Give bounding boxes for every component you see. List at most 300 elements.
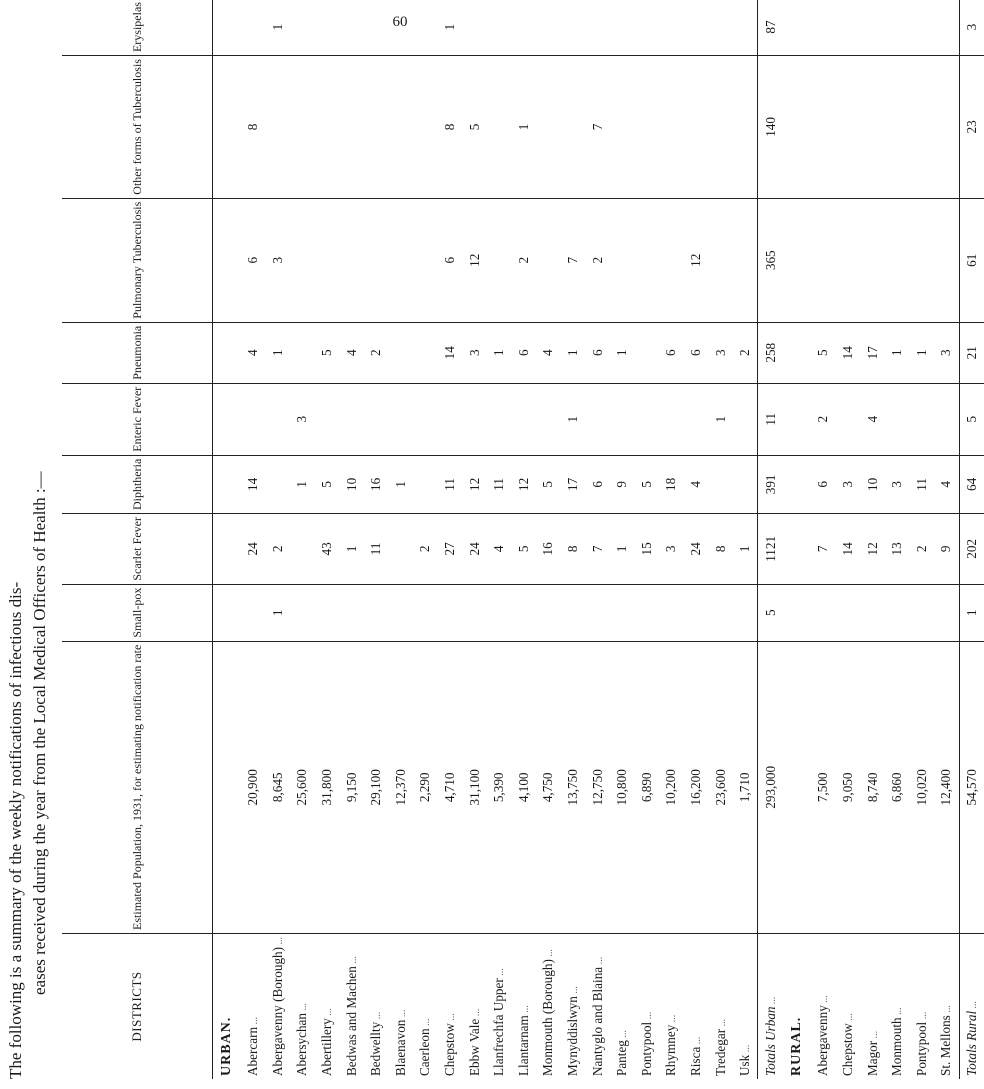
- table-cell: 5,390: [487, 641, 512, 933]
- district-name: Tredegar ...: [708, 933, 733, 1079]
- table-cell: 1: [512, 56, 537, 199]
- table-cell: [909, 383, 934, 455]
- table-cell: 14: [438, 322, 463, 383]
- table-cell: [860, 0, 885, 56]
- table-cell: [635, 383, 660, 455]
- table-cell: [241, 584, 266, 641]
- table-cell: [659, 198, 684, 322]
- table-cell: [536, 383, 561, 455]
- table-row: [339, 0, 364, 1079]
- table-row: [610, 0, 635, 1079]
- table-cell: 1: [266, 322, 291, 383]
- table-cell: 10,020: [909, 641, 934, 933]
- table-cell: 6: [684, 322, 709, 383]
- table-cell: 16,200: [684, 641, 709, 933]
- table-row: [536, 0, 561, 1079]
- empty-cell: [213, 56, 242, 199]
- table-row: [389, 0, 414, 1079]
- table-cell: 25,600: [290, 641, 315, 933]
- table-cell: [836, 0, 861, 56]
- table-cell: 17: [561, 455, 586, 513]
- district-name: Bedwellty ...: [364, 933, 389, 1079]
- table-cell: [708, 455, 733, 513]
- table-cell: 4: [241, 322, 266, 383]
- table-row: [315, 0, 340, 1079]
- header-row: [62, 0, 213, 1079]
- table-cell: 11: [487, 455, 512, 513]
- table-cell: 365: [758, 198, 783, 322]
- table-cell: [733, 455, 758, 513]
- table-cell: [836, 198, 861, 322]
- table-cell: 20,900: [241, 641, 266, 933]
- table-cell: [708, 0, 733, 56]
- table-cell: 6,890: [635, 641, 660, 933]
- table-row: [561, 0, 586, 1079]
- table-cell: [487, 198, 512, 322]
- table-row: [585, 0, 610, 1079]
- table-cell: 3: [462, 322, 487, 383]
- district-name: Abergavenny ...: [811, 933, 836, 1079]
- table-cell: 2: [733, 322, 758, 383]
- table-cell: [290, 584, 315, 641]
- district-name: Magor ...: [860, 933, 885, 1079]
- table-cell: [934, 198, 959, 322]
- table-cell: 8: [561, 514, 586, 585]
- table-cell: [413, 0, 438, 56]
- section-title: URBAN.: [219, 1016, 234, 1076]
- table-cell: 1: [339, 514, 364, 585]
- table-cell: 4: [934, 455, 959, 513]
- table-cell: 3: [836, 455, 861, 513]
- table-row: [512, 0, 537, 1079]
- table-cell: [290, 322, 315, 383]
- table-cell: [389, 322, 414, 383]
- table-cell: 11: [758, 383, 783, 455]
- empty-cell: [213, 383, 242, 455]
- empty-cell: [783, 383, 811, 455]
- table-cell: [909, 584, 934, 641]
- empty-cell: [783, 584, 811, 641]
- table-cell: [512, 584, 537, 641]
- table-cell: 5: [635, 455, 660, 513]
- table-cell: [934, 383, 959, 455]
- table-cell: [462, 584, 487, 641]
- table-cell: [389, 56, 414, 199]
- district-name: Llanfrechfa Upper ...: [487, 933, 512, 1079]
- table-cell: 2: [585, 198, 610, 322]
- table-cell: [290, 514, 315, 585]
- table-cell: 3: [659, 514, 684, 585]
- table-cell: [536, 0, 561, 56]
- table-cell: 24: [462, 514, 487, 585]
- table-cell: 3: [959, 0, 984, 56]
- table-row: [364, 0, 389, 1079]
- table-cell: [561, 584, 586, 641]
- table-cell: [909, 198, 934, 322]
- table-row: [708, 0, 733, 1079]
- table-row: [733, 0, 758, 1079]
- table-cell: [413, 56, 438, 199]
- table-cell: [315, 383, 340, 455]
- table-cell: 14: [836, 322, 861, 383]
- district-name: Abercarn ...: [241, 933, 266, 1079]
- table-cell: 12: [860, 514, 885, 585]
- table-cell: [241, 0, 266, 56]
- table-row: [684, 0, 709, 1079]
- table-row: [290, 0, 315, 1079]
- empty-cell: [213, 641, 242, 933]
- table-cell: [811, 584, 836, 641]
- district-name: St. Mellons ...: [934, 933, 959, 1079]
- table-cell: [659, 383, 684, 455]
- table-cell: [487, 0, 512, 56]
- district-name: Totals Urban ...: [758, 933, 783, 1079]
- table-cell: 6,860: [885, 641, 910, 933]
- table-cell: 2: [364, 322, 389, 383]
- table-cell: 2: [266, 514, 291, 585]
- table-cell: [487, 584, 512, 641]
- district-name: Mynyddislwyn ...: [561, 933, 586, 1079]
- totals-row: [758, 0, 783, 1079]
- table-row: [413, 0, 438, 1079]
- table-cell: 11: [364, 514, 389, 585]
- table-cell: 13: [885, 514, 910, 585]
- table-row: [811, 0, 836, 1079]
- table-cell: 14: [836, 514, 861, 585]
- table-cell: 4,750: [536, 641, 561, 933]
- page-number: 60: [392, 14, 408, 30]
- table-cell: [659, 56, 684, 199]
- table-cell: [860, 198, 885, 322]
- table-cell: 140: [758, 56, 783, 199]
- table-cell: [934, 584, 959, 641]
- table-cell: [364, 56, 389, 199]
- table-cell: [266, 455, 291, 513]
- table-cell: [364, 584, 389, 641]
- table-cell: 6: [659, 322, 684, 383]
- district-name: Nantyglo and Blaina ...: [585, 933, 610, 1079]
- empty-cell: [783, 198, 811, 322]
- empty-cell: [783, 322, 811, 383]
- district-name: Monmouth ...: [885, 933, 910, 1079]
- table-cell: [708, 198, 733, 322]
- table-cell: 4,710: [438, 641, 463, 933]
- district-name: Bedwas and Machen ...: [339, 933, 364, 1079]
- table-cell: 12,750: [585, 641, 610, 933]
- table-cell: 12,400: [934, 641, 959, 933]
- table-cell: [512, 0, 537, 56]
- table-cell: 5: [811, 322, 836, 383]
- table-cell: [561, 56, 586, 199]
- table-cell: 9,150: [339, 641, 364, 933]
- table-cell: [733, 0, 758, 56]
- table-cell: 4: [684, 455, 709, 513]
- districts-header: DISTRICTS: [62, 933, 213, 1079]
- table-cell: 10,800: [610, 641, 635, 933]
- table-cell: 5: [959, 383, 984, 455]
- table-cell: 1: [959, 584, 984, 641]
- table-cell: 3: [885, 455, 910, 513]
- table-cell: 4: [487, 514, 512, 585]
- table-cell: 31,100: [462, 641, 487, 933]
- table-cell: [811, 56, 836, 199]
- table-cell: 7: [585, 514, 610, 585]
- column-header: Diphtheria: [62, 455, 213, 513]
- district-name: Abersychan ...: [290, 933, 315, 1079]
- table-cell: [413, 584, 438, 641]
- table-cell: 1: [610, 514, 635, 585]
- table-row: [462, 0, 487, 1079]
- empty-cell: [783, 56, 811, 199]
- table-cell: 1: [909, 322, 934, 383]
- table-cell: 12: [462, 198, 487, 322]
- table-cell: [836, 584, 861, 641]
- table-cell: 12: [512, 455, 537, 513]
- table-cell: [836, 56, 861, 199]
- table-cell: [339, 383, 364, 455]
- intro-line-1: The following is a summary of the weekly notifications of infectious dis-: [6, 581, 25, 1079]
- district-name: Totals Rural ...: [959, 933, 984, 1079]
- table-cell: 6: [811, 455, 836, 513]
- table-cell: 1: [487, 322, 512, 383]
- table-cell: 3: [290, 383, 315, 455]
- empty-cell: [213, 0, 242, 56]
- table-row: [438, 0, 463, 1079]
- table-cell: 7,500: [811, 641, 836, 933]
- table-cell: 24: [684, 514, 709, 585]
- table-cell: 12,370: [389, 641, 414, 933]
- column-header: Pulmonary Tuberculosis: [62, 198, 213, 322]
- table-cell: [659, 584, 684, 641]
- table-cell: 202: [959, 514, 984, 585]
- table-cell: 5: [315, 455, 340, 513]
- table-cell: [438, 383, 463, 455]
- table-cell: 1: [290, 455, 315, 513]
- table-cell: [389, 0, 414, 56]
- table-cell: 8,740: [860, 641, 885, 933]
- table-cell: 21: [959, 322, 984, 383]
- table-cell: [885, 198, 910, 322]
- table-cell: 391: [758, 455, 783, 513]
- table-cell: 1: [708, 383, 733, 455]
- table-row: [659, 0, 684, 1079]
- column-header: Estimated Population, 1931, for estimating notification rate: [62, 641, 213, 933]
- district-name: Panteg ...: [610, 933, 635, 1079]
- table-cell: 6: [585, 322, 610, 383]
- district-name: Chepstow ...: [438, 933, 463, 1079]
- table-cell: [733, 56, 758, 199]
- table-cell: [241, 383, 266, 455]
- table-cell: 61: [959, 198, 984, 322]
- table-cell: [885, 0, 910, 56]
- table-row: [860, 0, 885, 1079]
- district-name: Caerleon ...: [413, 933, 438, 1079]
- table-cell: [811, 0, 836, 56]
- table-cell: 23,600: [708, 641, 733, 933]
- table-cell: [610, 383, 635, 455]
- table-cell: 1: [610, 322, 635, 383]
- table-cell: 8: [438, 56, 463, 199]
- table-cell: [364, 198, 389, 322]
- table-cell: 10,200: [659, 641, 684, 933]
- table-cell: [315, 56, 340, 199]
- table-cell: 10: [339, 455, 364, 513]
- table-cell: [339, 56, 364, 199]
- column-header: Other forms of Tuberculosis: [62, 56, 213, 199]
- district-name: Pontypool ...: [909, 933, 934, 1079]
- table-cell: 4: [860, 383, 885, 455]
- table-cell: 12: [684, 198, 709, 322]
- table-cell: [487, 56, 512, 199]
- column-header: Scarlet Fever: [62, 514, 213, 585]
- district-name: Chepstow ...: [836, 933, 861, 1079]
- table-cell: 1: [438, 0, 463, 56]
- table-cell: [487, 383, 512, 455]
- column-header: Pneumonia: [62, 322, 213, 383]
- table-cell: 5: [315, 322, 340, 383]
- table-cell: 1: [561, 322, 586, 383]
- rural-section-heading: [783, 0, 811, 1079]
- table-cell: [885, 584, 910, 641]
- table-cell: 3: [266, 198, 291, 322]
- table-cell: 23: [959, 56, 984, 199]
- table-cell: [885, 56, 910, 199]
- district-name: Ebbw Vale ...: [462, 933, 487, 1079]
- table-cell: 16: [364, 455, 389, 513]
- table-cell: [684, 0, 709, 56]
- table-cell: [733, 383, 758, 455]
- table-cell: [413, 322, 438, 383]
- table-cell: [733, 584, 758, 641]
- table-cell: 6: [438, 198, 463, 322]
- table-cell: [708, 584, 733, 641]
- table-cell: 24: [241, 514, 266, 585]
- table-cell: 13,750: [561, 641, 586, 933]
- table-body: [213, 0, 984, 1079]
- table-cell: [684, 383, 709, 455]
- table-cell: 15: [635, 514, 660, 585]
- district-name: Abertillery ...: [315, 933, 340, 1079]
- table-cell: 5: [462, 56, 487, 199]
- table-cell: [860, 56, 885, 199]
- table-row: [241, 0, 266, 1079]
- table-cell: 10: [860, 455, 885, 513]
- table-cell: 31,800: [315, 641, 340, 933]
- table-cell: [290, 56, 315, 199]
- district-name: Rhymney ...: [659, 933, 684, 1079]
- empty-cell: [783, 0, 811, 56]
- table-cell: [512, 383, 537, 455]
- table-row: [934, 0, 959, 1079]
- intro-line-2: eases received during the year from the Local Medical Officers of Health :—: [30, 471, 49, 995]
- table-cell: [585, 0, 610, 56]
- empty-cell: [213, 198, 242, 322]
- table-cell: 1: [733, 514, 758, 585]
- district-name: Blaenavon ...: [389, 933, 414, 1079]
- notifications-table: [62, 0, 984, 1079]
- column-header: Erysipelas: [62, 0, 213, 56]
- table-cell: [909, 56, 934, 199]
- table-cell: 43: [315, 514, 340, 585]
- table-cell: 4: [339, 322, 364, 383]
- table-cell: [339, 0, 364, 56]
- table-cell: [389, 383, 414, 455]
- table-cell: 1: [266, 0, 291, 56]
- table-cell: [339, 198, 364, 322]
- district-name: Pontypool ...: [635, 933, 660, 1079]
- table-cell: [885, 383, 910, 455]
- table-cell: 17: [860, 322, 885, 383]
- table-cell: [536, 584, 561, 641]
- table-cell: [290, 198, 315, 322]
- intro-text: [4, 19, 52, 1079]
- table-cell: [315, 584, 340, 641]
- table-cell: [610, 0, 635, 56]
- table-cell: 2: [909, 514, 934, 585]
- table-cell: [934, 56, 959, 199]
- table-cell: 4: [536, 322, 561, 383]
- table-cell: [266, 56, 291, 199]
- column-header: Small-pox: [62, 584, 213, 641]
- table-cell: 7: [811, 514, 836, 585]
- table-cell: 9: [610, 455, 635, 513]
- table-cell: 7: [585, 56, 610, 199]
- table-cell: [266, 383, 291, 455]
- table-cell: [659, 0, 684, 56]
- table-cell: [610, 56, 635, 199]
- table-cell: 1: [266, 584, 291, 641]
- district-name: Abergavenny (Borough) ...: [266, 933, 291, 1079]
- table-row: [909, 0, 934, 1079]
- table-cell: 6: [512, 322, 537, 383]
- district-name: Monmouth (Borough) ...: [536, 933, 561, 1079]
- table-cell: 1,710: [733, 641, 758, 933]
- table-cell: 3: [934, 322, 959, 383]
- table-cell: 8,645: [266, 641, 291, 933]
- table-cell: [836, 383, 861, 455]
- table-cell: 8: [708, 514, 733, 585]
- table-cell: [635, 322, 660, 383]
- table-cell: 2: [512, 198, 537, 322]
- table-cell: 54,570: [959, 641, 984, 933]
- table-cell: [413, 198, 438, 322]
- table-cell: 293,000: [758, 641, 783, 933]
- table-cell: [635, 0, 660, 56]
- table-cell: 8: [241, 56, 266, 199]
- district-name: Usk ...: [733, 933, 758, 1079]
- table-cell: 4,100: [512, 641, 537, 933]
- table-cell: 2: [811, 383, 836, 455]
- empty-cell: [213, 514, 242, 585]
- urban-section-heading: [213, 0, 242, 1079]
- table-cell: 3: [708, 322, 733, 383]
- table-cell: [635, 56, 660, 199]
- table-cell: 6: [241, 198, 266, 322]
- table-cell: 11: [438, 455, 463, 513]
- table-cell: [413, 383, 438, 455]
- table-cell: 18: [659, 455, 684, 513]
- table-cell: [389, 584, 414, 641]
- empty-cell: [783, 455, 811, 513]
- table-cell: 258: [758, 322, 783, 383]
- table-cell: [635, 198, 660, 322]
- table-row: [487, 0, 512, 1079]
- empty-cell: [783, 514, 811, 585]
- table-cell: [389, 198, 414, 322]
- table-cell: [733, 198, 758, 322]
- table-cell: 16: [536, 514, 561, 585]
- table-cell: 2,290: [413, 641, 438, 933]
